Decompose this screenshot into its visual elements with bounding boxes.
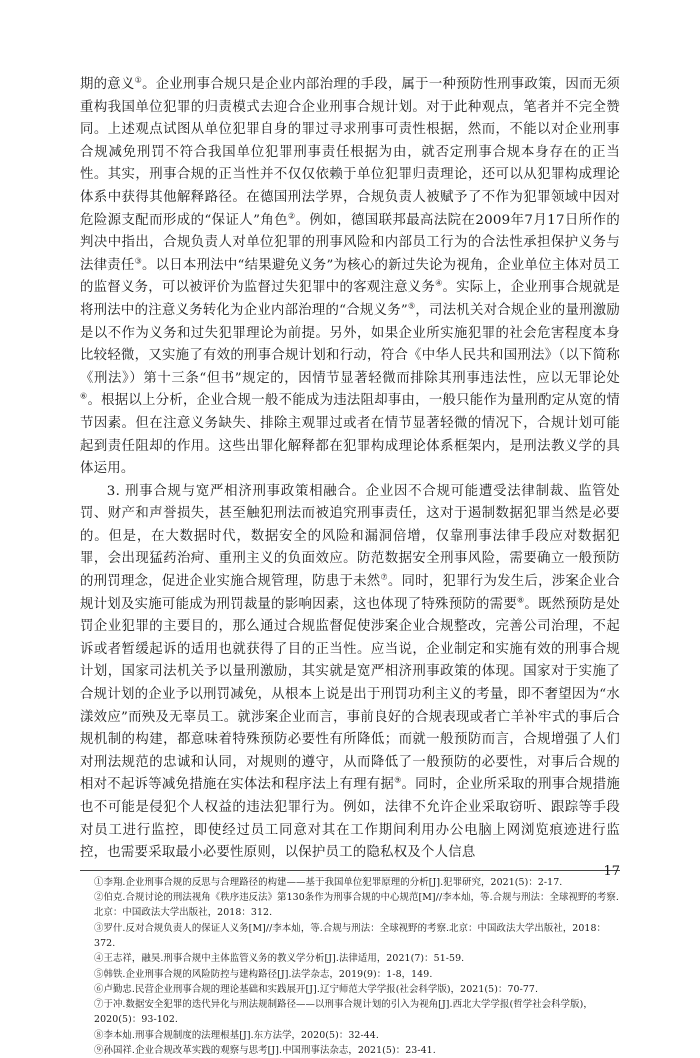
footnote: ①李翔.企业刑事合规的反思与合理路径的构建——基于我国单位犯罪原理的分析[J].犯罪研究，2021(5)：2-17.: [94, 876, 563, 888]
footnote: ⑦于冲.数据安全犯罪的迭代异化与刑法规制路径——以刑事合规计划的引入为视角[J].西北大学学报(哲学社会科学版)，2020(5)：93-102.: [94, 999, 593, 1026]
footnote-ref[interactable]: ⑧: [516, 595, 525, 605]
footnote: ⑧李本灿.刑事合规制度的法理根基[J].东方法学，2020(5)：32-44.: [94, 1029, 379, 1041]
footnote-divider: [80, 870, 620, 871]
text-run: 期的意义: [80, 77, 135, 92]
footnote-ref[interactable]: ⑤: [407, 301, 416, 311]
text-run: 。企业刑事合规只是企业内部治理的手段，属于一种预防性刑事政策，因而无须重构我国单位犯罪的归责模式去迎合企业刑事合规计划。对于此种观点，笔者并不完全赞同。上述观点试图从单位犯罪自身的罪过寻求刑事可责性根据，然而，不能以对企业刑事合规减免刑罚不符合我国单位犯罪刑事责任根据为由，就否定刑事合规本身存在的正当性。其实，刑事合规的正当性并不仅仅依赖于单位犯罪归责理论，还可以从犯罪构成理论体系中获得其他解释路径。在德国刑法学界，合规负责人被赋予了不作为犯罪领域中因对危险源支配而形成的“保证人”角色: [80, 77, 620, 228]
page-number: 17: [603, 864, 620, 879]
main-text: [80, 74, 620, 865]
footnote: ②伯克.合规讨论的刑法视角《秩序违反法》第130条作为刑事合规的中心规范[M]//李本灿，等.合规与刑法：全球视野的考察.北京：中国政法大学出版社，2018：312.: [94, 892, 619, 919]
footnote: ③罗什.反对合规负责人的保证人义务[M]//李本灿，等.合规与刑法：全球视野的考察.北京：中国政法大学出版社，2018：372.: [94, 922, 607, 949]
paragraph: [80, 481, 620, 865]
footnote: ⑨孙国祥.企业合规改革实践的观察与思考[J].中国刑事法杂志，2021(5)：23-41.: [94, 1045, 436, 1057]
footnote-ref[interactable]: ⑦: [380, 572, 388, 582]
page-body: [80, 74, 620, 1058]
footnote-ref[interactable]: ⑨: [394, 775, 402, 785]
footnote-ref[interactable]: ⑥: [80, 391, 88, 401]
footnotes: [80, 875, 620, 1058]
footnote: ⑥卢勤忠.民营企业刑事合规的理论基础和实践展开[J].辽宁师范大学学报(社会科学版)，2021(5)：70-77.: [94, 983, 539, 995]
footnote-ref[interactable]: ③: [134, 256, 143, 266]
paragraph: [80, 74, 620, 481]
text-run: 。以日本刑法中“结果避免义务”为核心的新过失论为视角，企业单位主体对员工的监督义务，可以被评价为监督过失犯罪中的客观注意义务: [80, 257, 621, 296]
text-run: 。根据以上分析，企业合规一般不能成为违法阻却事由，一般只能作为量刑酌定从宽的情节因素。但在注意义务缺失、排除主观罪过或者在情节显著轻微的情况下，合规计划可能起到责任阻却的作用。这些出罪化解释都在犯罪构成理论体系框架内，是刑法教义学的具体运用。: [80, 393, 620, 477]
footnote-ref[interactable]: ④: [435, 278, 443, 288]
footnote-ref[interactable]: ①: [134, 75, 143, 85]
text-run: 3. 刑事合规与宽严相济刑事政策相融合。企业因不合规可能遭受法律制裁、监管处罚、财产和声誉损失，甚至触犯刑法而被追究刑事责任，这对于遏制数据犯罪当然是必要的。但是，在大数据时代，数据安全的风险和漏洞倍增，仅靠刑事法律手段应对数据犯罪，会出现猛药治疴、重刑主义的负面效应。防范数据安全刑事风险，需要确立一般预防的刑罚理念，促进企业实施合规管理，防患于未然: [80, 483, 620, 590]
footnote: ⑤韩铁.企业刑事合规的风险防控与建构路径[J].法学杂志，2019(9)：1-8，149.: [94, 968, 433, 980]
text-run: ，司法机关对合规企业的量刑激励是以不作为义务和过失犯罪理论为前提。另外，如果企业所实施犯罪的社会危害程度本身比较轻微，又实施了有效的刑事合规计划和行动，符合《中华人民共和国刑法》（以下简称《刑法》）第十三条“但书”规定的，因情节显著轻微而排除其刑事违法性，应以无罪论处: [80, 302, 621, 386]
text-run: 。同时，企业所采取的刑事合规措施也不可能是侵犯个人权益的违法犯罪行为。例如，法律不允许企业采取窃听、跟踪等手段对员工进行监控，即使经过员工同意对其在工作期间利用办公电脑上网浏览痕迹进行监控，也需要采取最小必要性原则，以保护员工的隐私权及个人信息: [80, 777, 621, 861]
text-run: 。同时，犯罪行为发生后，涉案企业合规计划及实施可能成为刑罚裁量的影响因素，这也体现了特殊预防的需要: [80, 574, 621, 612]
footnote-ref[interactable]: ②: [288, 211, 296, 221]
text-run: 。例如，德国联邦最高法院在2009年7月17日所作的判决中指出，合规负责人对单位犯罪的刑事风险和内部员工行为的合法性承担保护义务与法律责任: [80, 212, 620, 273]
text-run: 。实际上，企业刑事合规就是将刑法中的注意义务转化为企业内部治理的“合规义务”: [80, 280, 621, 318]
footnote: ④王志祥，融昊.刑事合规中主体监管义务的教义学分析[J].法律适用，2021(7)：51-59.: [94, 953, 465, 965]
text-run: 。既然预防是处罚企业犯罪的主要目的，那么通过合规监督促使涉案企业合规整改，完善公司治理，不起诉或者暂缓起诉的适用也就获得了目的正当性。应当说，企业制定和实施有效的刑事合规计划，国家司法机关予以量刑激励，其实就是宽严相济刑事政策的体现。国家对于实施了合规计划的企业予以刑罚减免，从根本上说是出于刑罚功利主义的考量，即不奢望因为“水漾效应”而殃及无辜员工。就涉案企业而言，事前良好的合规表现或者亡羊补牢式的事后合规机制的构建，都意味着特殊预防必要性有所降低；而就一般预防而言，合规增强了人们对刑法规范的忠诚和认同，对规则的遵守，从而降低了一般预防的必要性，对事后合规的相对不起诉等减免措施在实体法和程序法上有理有据: [80, 596, 620, 793]
